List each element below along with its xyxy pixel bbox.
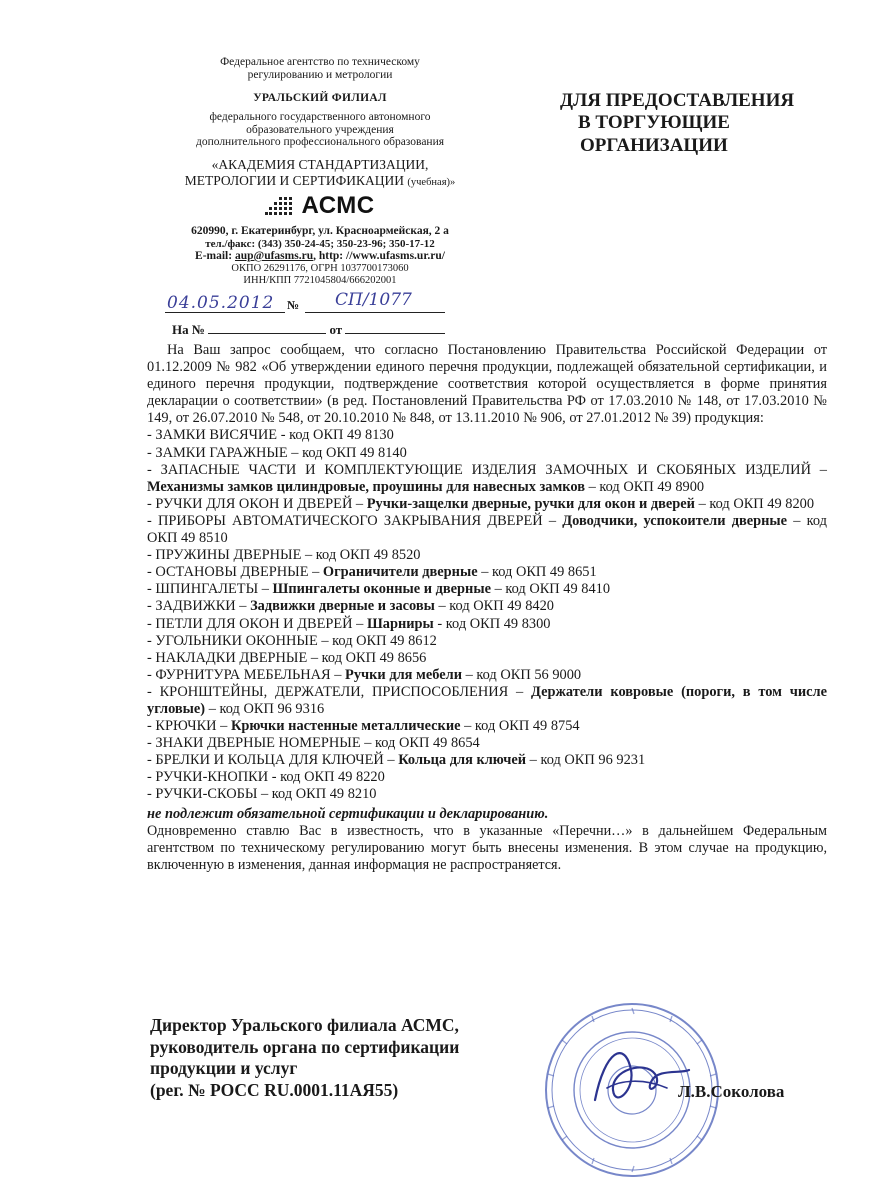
list-item-products: Шарниры <box>366 615 434 632</box>
list-item-code: – код ОКП 96 9231 <box>526 752 646 769</box>
list-item-category: - РУЧКИ ДЛЯ ОКОН И ДВЕРЕЙ – <box>147 495 367 512</box>
contacts <box>150 250 490 263</box>
list-item <box>147 633 827 650</box>
list-item <box>147 752 827 769</box>
list-item-code: – код ОКП 49 8754 <box>460 718 580 735</box>
list-item-category: - ПРУЖИНЫ ДВЕРНЫЕ – код ОКП 49 8520 <box>147 547 421 564</box>
list-item-code: – код ОКП 49 8510 <box>147 512 827 547</box>
number-underline <box>305 312 445 313</box>
list-item <box>147 564 827 581</box>
handwritten-date: 04.05.2012 <box>167 293 275 313</box>
intro-paragraph: На Ваш запрос сообщаем, что согласно Постановлению Правительства Российской Федерации от 01.12.2009 № 982 «Об утверждении единого перечня продукции, подлежащей обязательной сертификации, и единого перечня продукции, подтверждение соответствия которой осуществляется в форме принятия декларации о соответствии» (в ред. Постановлений Правительства РФ от 17.03.2010 № 148, от 17.03.2010 № 149, от 26.07.2010 № 548, от 20.10.2010 № 848, от 13.11.2010 № 906, от 27.01.2012 № 39) продукция: <box>147 342 827 427</box>
list-item-products: Ручки для мебели <box>345 666 462 683</box>
org-line-1: федерального государственного автономного <box>209 110 431 123</box>
list-item <box>147 769 827 786</box>
heading-line-1: ДЛЯ ПРЕДОСТАВЛЕНИЯ <box>560 90 795 111</box>
product-list <box>147 427 827 803</box>
reply-reference <box>172 322 445 338</box>
handwritten-number: СП/1077 <box>335 290 412 310</box>
list-item-category: - БРЕЛКИ И КОЛЬЦА ДЛЯ КЛЮЧЕЙ – <box>147 752 399 769</box>
list-item <box>147 684 827 718</box>
signer-title-2: руководитель органа по сертификации <box>150 1036 460 1057</box>
list-item <box>147 581 827 598</box>
list-item-category: - ПРИБОРЫ АВТОМАТИЧЕСКОГО ЗАКРЫВАНИЯ ДВЕРЕЙ – <box>147 512 563 529</box>
list-item <box>147 735 827 752</box>
list-item <box>147 667 827 684</box>
signer-name: Л.В.Соколова <box>678 1082 785 1101</box>
list-item-category: - ЗАМКИ ГАРАЖНЫЕ – код ОКП 49 8140 <box>147 444 407 461</box>
list-item-code: - код ОКП 49 8300 <box>433 615 551 632</box>
list-item-products: Механизмы замков цилиндровые, проушины для навесных замков <box>147 478 585 495</box>
branch-name: УРАЛЬСКИЙ ФИЛИАЛ <box>253 91 387 104</box>
reply-date-blank <box>345 324 445 334</box>
academy-line-2 <box>150 173 490 189</box>
number-sign: № <box>287 298 300 312</box>
list-item-category: - КРОНШТЕЙНЫ, ДЕРЖАТЕЛИ, ПРИСПОСОБЛЕНИЯ – <box>147 683 531 700</box>
list-item-category: - ПЕТЛИ ДЛЯ ОКОН И ДВЕРЕЙ – <box>147 615 367 632</box>
list-item-category: - КРЮЧКИ – <box>147 718 231 735</box>
agency-line-2: регулированию и метрологии <box>247 68 393 81</box>
list-item-category: - ЗАМКИ ВИСЯЧИЕ - код ОКП 49 8130 <box>147 427 394 444</box>
academy-line-1: «АКАДЕМИЯ СТАНДАРТИЗАЦИИ, <box>211 157 429 173</box>
agency-line-1: Федеральное агентство по техническому <box>220 56 420 68</box>
handwritten-signature <box>585 1030 695 1120</box>
list-item <box>147 616 827 633</box>
list-item <box>147 462 827 496</box>
list-item-code: – код ОКП 49 8410 <box>490 581 611 598</box>
list-item-category: - ШПИНГАЛЕТЫ – <box>147 581 273 598</box>
list-item-code: – код ОКП 49 8420 <box>434 598 554 615</box>
signer-title-1: Директор Уральского филиала АСМС, <box>150 1015 459 1035</box>
list-item <box>147 650 827 667</box>
list-item-products: Держатели ковровые (пороги, в том числе угловые) <box>147 683 827 717</box>
academy-name <box>150 157 490 189</box>
list-item <box>147 445 827 462</box>
list-item-products: Задвижки дверные и засовы <box>250 598 435 615</box>
signer-registration: (рег. № РОСС RU.0001.11АЯ55) <box>150 1079 399 1100</box>
org-line-2: образовательного учреждения <box>246 123 394 136</box>
list-item-category: - НАКЛАДКИ ДВЕРНЫЕ – код ОКП 49 8656 <box>147 649 427 666</box>
list-item <box>147 786 827 803</box>
conclusion: не подлежит обязательной сертификации и декларированию. <box>147 805 549 822</box>
heading-line-3: ОРГАНИЗАЦИИ <box>580 134 728 156</box>
okpo-ogrn: ОКПО 26291176, ОГРН 1037700173060 <box>231 262 409 274</box>
list-item-category: - ФУРНИТУРА МЕБЕЛЬНАЯ – <box>147 666 346 683</box>
list-item <box>147 427 827 444</box>
inn-kpp: ИНН/КПП 7721045804/666202001 <box>243 274 397 286</box>
list-item-category: - ЗАПАСНЫЕ ЧАСТИ И КОМПЛЕКТУЮЩИЕ ИЗДЕЛИЯ ЗАМОЧНЫХ И СКОБЯНЫХ ИЗДЕЛИЙ – <box>147 461 827 478</box>
email-link[interactable]: aup@ufasms.ru <box>234 250 314 263</box>
reply-prefix: На № <box>172 322 209 337</box>
logo-text: АСМС <box>301 192 375 220</box>
list-item-products: Доводчики, успокоители дверные <box>562 512 788 529</box>
reply-from: от <box>326 322 346 337</box>
list-item-code: – код ОКП 49 8651 <box>477 564 597 581</box>
list-item-category: - ЗАДВИЖКИ – <box>147 598 251 615</box>
list-item-code: – код ОКП 49 8900 <box>585 478 705 495</box>
list-item-category: - РУЧКИ-СКОБЫ – код ОКП 49 8210 <box>147 786 377 803</box>
list-item-code: – код ОКП 56 9000 <box>462 666 582 683</box>
list-item <box>147 598 827 615</box>
date-underline <box>165 312 285 313</box>
academy-suffix: (учебная)» <box>407 176 456 188</box>
list-item-category: - РУЧКИ-КНОПКИ - код ОКП 49 8220 <box>147 769 385 786</box>
list-item-code: – код ОКП 96 9316 <box>205 700 325 717</box>
list-item <box>147 718 827 735</box>
list-item-products: Ручки-защелки дверные, ручки для окон и дверей <box>366 495 695 512</box>
letter-body <box>147 342 827 874</box>
signature-block <box>150 1015 510 1101</box>
reply-number-blank <box>208 324 326 334</box>
list-item <box>147 513 827 547</box>
distribution-heading <box>560 90 820 157</box>
list-item-products: Крючки настенные металлические <box>230 718 461 735</box>
address: 620990, г. Екатеринбург, ул. Красноармейская, 2 а <box>191 224 449 237</box>
list-item <box>147 496 827 513</box>
academy-line-2-text: МЕТРОЛОГИИ И СЕРТИФИКАЦИИ <box>184 172 405 188</box>
logo <box>150 193 490 221</box>
heading-line-2: В ТОРГУЮЩИЕ <box>578 112 730 134</box>
list-item-code: – код ОКП 49 8200 <box>694 495 815 512</box>
web-link[interactable]: , http: //www.ufasms.ur.ru/ <box>313 250 445 263</box>
notice-paragraph: Одновременно ставлю Вас в известность, что в указанные «Перечни…» в дальнейшем Федеральным агентством по техническому регулированию могут быть внесены изменения. В этом случае на продукцию, включенную в изменения, данная информация не распространяется. <box>147 822 827 873</box>
signer-title-3: продукции и услуг <box>150 1058 298 1078</box>
list-item <box>147 547 827 564</box>
list-item-category: - ОСТАНОВЫ ДВЕРНЫЕ – <box>147 564 323 581</box>
list-item-products: Шпингалеты оконные и дверные <box>272 581 491 598</box>
list-item-category: - ЗНАКИ ДВЕРНЫЕ НОМЕРНЫЕ – код ОКП 49 8654 <box>147 735 480 752</box>
letterhead <box>150 56 490 286</box>
email-label: E-mail: <box>195 250 235 263</box>
list-item-products: Ограничители дверные <box>322 564 478 581</box>
outgoing-reference <box>165 292 455 318</box>
list-item-products: Кольца для ключей <box>398 752 527 769</box>
list-item-category: - УГОЛЬНИКИ ОКОННЫЕ – код ОКП 49 8612 <box>147 632 437 649</box>
phones: тел./факс: (343) 350-24-45; 350-23-96; 350-17-12 <box>205 237 435 250</box>
org-line-3: дополнительного профессионального образования <box>195 136 445 149</box>
asms-logo-icon <box>265 196 295 218</box>
